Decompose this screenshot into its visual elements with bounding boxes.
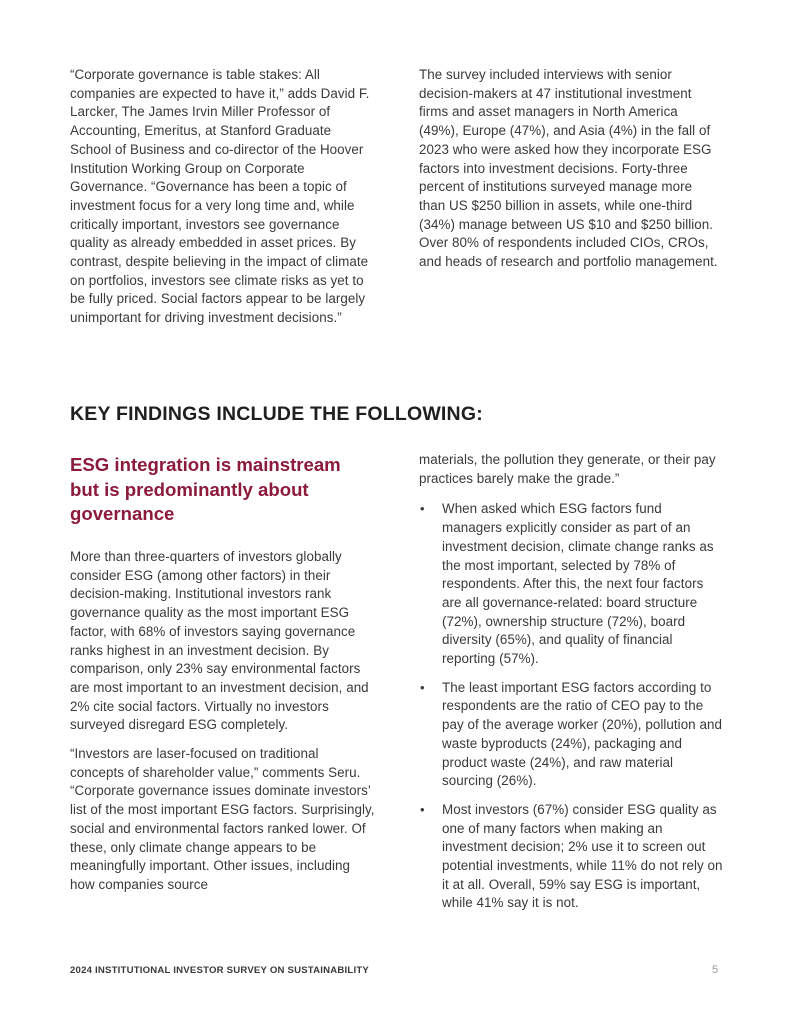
larcker-quote: “Corporate governance is table stakes: All companies are expected to have it,” adds David F. Larcker, The James Irvin Miller Professor of Accounting, Emeritus, at Stanford Graduate School of Business and co-director of the Hoover Institution Working Group on Corporate Governance. “Governance has been a topic of investment focus for a very long time and, while critically important, investors see governance quality as already embedded in asset prices. By contrast, despite believing in the impact of climate on portfolios, investors see climate risks as yet to be fully priced. Social factors appear to be largely unimportant for driving investment decisions.”: [70, 67, 370, 326]
list-item: [419, 500, 724, 668]
list-item: [419, 801, 724, 913]
quote-column: [70, 66, 375, 328]
bullet-icon: •: [420, 679, 425, 695]
continuation-paragraph: materials, the pollution they generate, or their pay practices barely make the grade.”: [419, 452, 716, 486]
section-body-right: [419, 451, 724, 923]
footer-title: 2024 INSTITUTIONAL INVESTOR SURVEY ON SUSTAINABILITY: [70, 965, 369, 976]
bullet-icon: •: [420, 501, 425, 517]
list-item: [419, 679, 724, 791]
bullet-text: Most investors (67%) consider ESG quality as one of many factors when making an investment decision; 2% use it to screen out potential investments, while 11% do not rely on it at all. Overall, 59% say ESG is important, while 41% say it is not.: [442, 801, 723, 911]
bullet-text: The least important ESG factors according to respondents are the ratio of CEO pay to the pay of the average worker (20%), pollution and waste byproducts (24%), packaging and product waste (24%), and raw material sourcing (26%).: [442, 679, 722, 789]
section-subheading: ESG integration is mainstream but is predominantly about governance: [70, 454, 341, 524]
survey-description-column: [419, 66, 719, 272]
survey-description: The survey included interviews with senior decision-makers at 47 institutional investment firms and asset managers in North America (49%), Europe (47%), and Asia (4%) in the fall of 2023 who were asked how they incorporate ESG factors into investment decisions. Forty-three percent of institutions surveyed manage more than US $250 billion in assets, while one-third (34%) manage between US $10 and $250 billion. Over 80% of respondents included CIOs, CROs, and heads of research and portfolio management.: [419, 67, 718, 270]
bullet-text: When asked which ESG factors fund managers explicitly consider as part of an investment decision, climate change ranks as the most important, selected by 78% of respondents. After this, the next four factors are all governance-related: board structure (72%), ownership structure (72%), board diversity (65%), and quality of financial reporting (57%).: [442, 501, 714, 667]
body-paragraph: “Investors are laser-focused on traditional concepts of shareholder value,” comments Seru. “Corporate governance issues dominate investors’ list of the most important ESG factors. Surprisingly, social and environmental factors ranked lower. Of these, only climate change appears to be meaningfully important. Other issues, including how companies source: [70, 746, 375, 892]
findings-list: [419, 500, 724, 913]
bullet-icon: •: [420, 801, 425, 817]
section-body-left: [70, 548, 375, 895]
body-paragraph: More than three-quarters of investors globally consider ESG (among other factors) in their decision-making. Institutional investors rank governance quality as the most important ESG factor, with 68% of investors saying governance ranks highest in an investment decision. By comparison, only 23% say environmental factors are most important to an investment decision, and 2% cite social factors. Virtually no investors surveyed disregard ESG completely.: [70, 549, 369, 733]
page-number: 5: [712, 964, 719, 976]
key-findings-heading: KEY FINDINGS INCLUDE THE FOLLOWING:: [70, 403, 483, 425]
